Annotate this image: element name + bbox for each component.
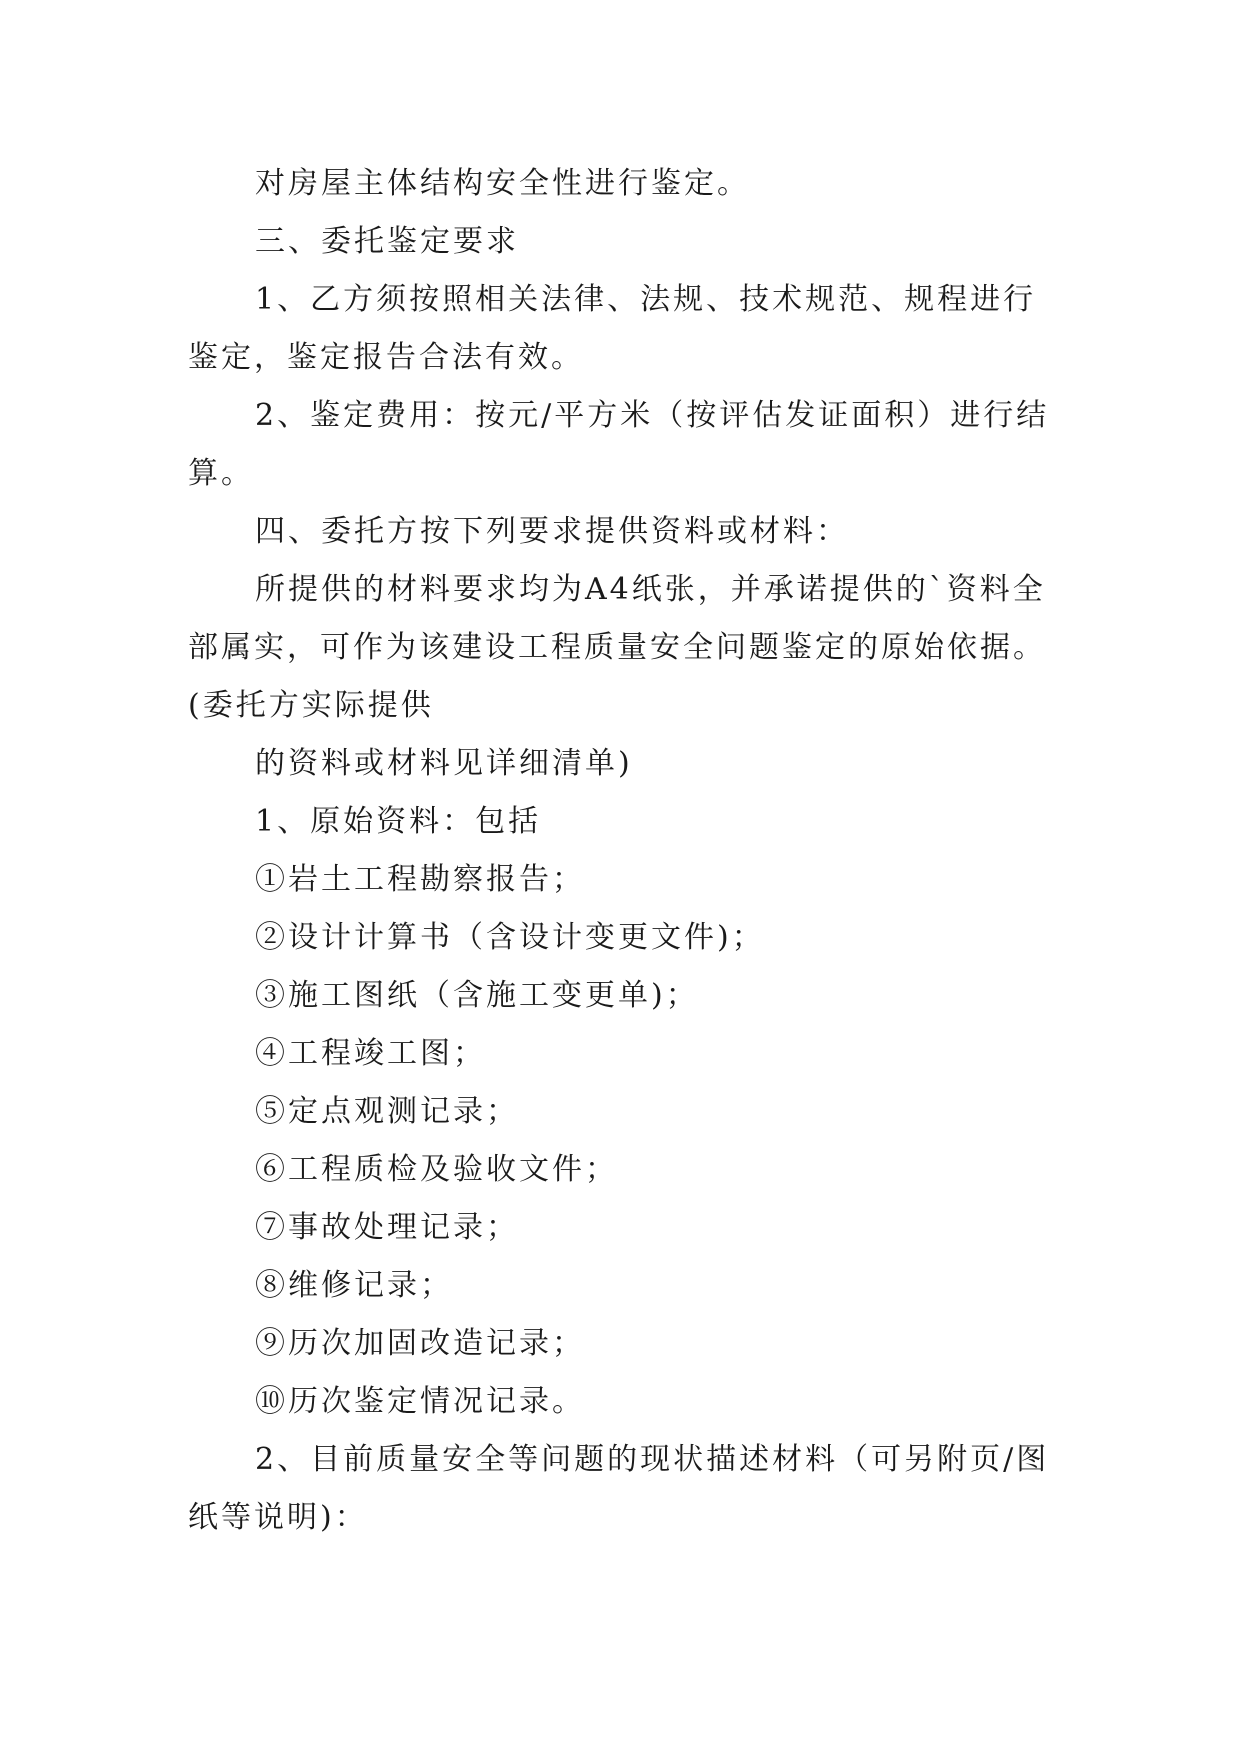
list-item: ⑩历次鉴定情况记录。 bbox=[255, 1384, 585, 1419]
list-heading: 2、目前质量安全等问题的现状描述材料（可另附页/图 bbox=[255, 1442, 1050, 1477]
list-heading: 1、原始资料：包括 bbox=[255, 804, 542, 839]
list-item: ①岩土工程勘察报告； bbox=[255, 862, 585, 897]
section-heading: 三、委托鉴定要求 bbox=[255, 224, 519, 259]
text-line: 部属实，可作为该建设工程质量安全问题鉴定的原始依据。 bbox=[188, 630, 1046, 665]
text-line: (委托方实际提供 bbox=[188, 688, 434, 723]
list-item: ④工程竣工图； bbox=[255, 1036, 486, 1071]
text-line: 算。 bbox=[188, 456, 254, 491]
list-item: ⑨历次加固改造记录； bbox=[255, 1326, 585, 1361]
text-line: 鉴定，鉴定报告合法有效。 bbox=[188, 340, 584, 375]
text-line: 所提供的材料要求均为A4纸张，并承诺提供的`资料全 bbox=[255, 572, 1046, 607]
list-item: ⑧维修记录； bbox=[255, 1268, 453, 1303]
text-line: 的资料或材料见详细清单) bbox=[255, 746, 633, 781]
list-item: ⑦事故处理记录； bbox=[255, 1210, 519, 1245]
text-line: 2、鉴定费用：按元/平方米（按评估发证面积）进行结 bbox=[255, 398, 1050, 433]
text-line: 纸等说明)： bbox=[188, 1500, 368, 1535]
text-line: 1、乙方须按照相关法律、法规、技术规范、规程进行 bbox=[255, 282, 1037, 317]
list-item: ③施工图纸（含施工变更单)； bbox=[255, 978, 699, 1013]
list-item: ⑤定点观测记录； bbox=[255, 1094, 519, 1129]
text-line: 对房屋主体结构安全性进行鉴定。 bbox=[255, 166, 750, 201]
section-heading: 四、委托方按下列要求提供资料或材料： bbox=[255, 514, 849, 549]
list-item: ②设计计算书（含设计变更文件)； bbox=[255, 920, 765, 955]
list-item: ⑥工程质检及验收文件； bbox=[255, 1152, 618, 1187]
